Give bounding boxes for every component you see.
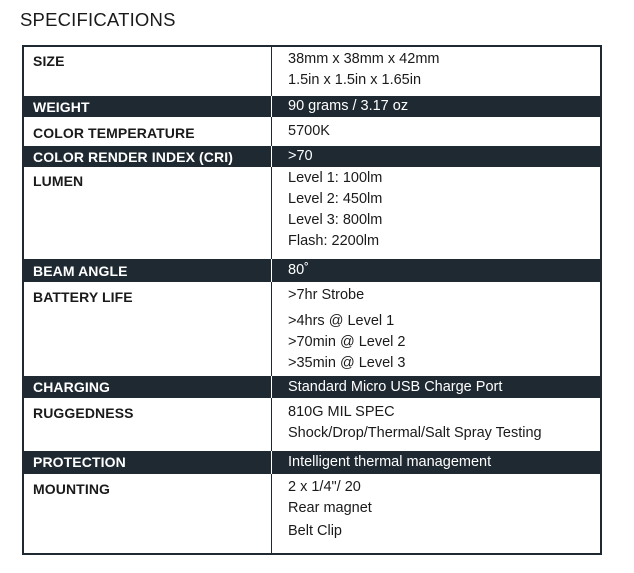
spec-row-ruggedness — [24, 398, 600, 451]
spec-values — [288, 285, 406, 374]
spec-value: 810G MIL SPEC — [288, 404, 395, 420]
spec-row-protection — [24, 451, 600, 474]
spec-row-weight — [24, 96, 600, 117]
column-divider — [271, 146, 272, 167]
spec-value: Flash: 2200lm — [288, 233, 380, 249]
spec-value: Level 3: 800lm — [288, 212, 383, 228]
spec-value: Standard Micro USB Charge Port — [288, 379, 503, 395]
page-title: SPECIFICATIONS — [20, 9, 176, 30]
spec-values — [288, 377, 502, 398]
spec-label: BEAM ANGLE — [33, 263, 128, 279]
column-divider — [271, 167, 272, 259]
spec-values — [288, 146, 313, 167]
spec-value: 5700K — [288, 123, 330, 139]
spec-value: Shock/Drop/Thermal/Salt Spray Testing — [288, 425, 542, 441]
spec-value: 2 x 1/4"/ 20 — [288, 479, 361, 495]
spec-row-cri — [24, 146, 600, 167]
spec-values — [288, 477, 372, 542]
spec-row-battery-life — [24, 282, 600, 376]
column-divider — [271, 96, 272, 117]
spec-values — [288, 402, 542, 444]
column-divider — [271, 451, 272, 474]
spec-value: Intelligent thermal management — [288, 454, 492, 470]
column-divider — [271, 259, 272, 282]
spec-row-beam-angle — [24, 259, 600, 282]
spec-value: 80˚ — [288, 262, 309, 278]
spec-label: WEIGHT — [33, 99, 90, 115]
spec-values — [288, 49, 439, 91]
column-divider — [271, 47, 272, 96]
spec-value: Level 1: 100lm — [288, 170, 383, 186]
spec-label: PROTECTION — [33, 454, 126, 470]
spec-row-color-temperature — [24, 117, 600, 146]
specifications-table — [22, 45, 602, 555]
spec-row-charging — [24, 376, 600, 398]
spec-label: RUGGEDNESS — [33, 405, 134, 421]
spec-values — [288, 96, 408, 117]
spec-value: >7hr Strobe — [288, 287, 365, 303]
spec-value: Rear magnet — [288, 500, 372, 516]
spec-label: BATTERY LIFE — [33, 289, 133, 305]
spec-value: >35min @ Level 3 — [288, 355, 406, 371]
column-divider — [271, 282, 272, 376]
spec-value: Level 2: 450lm — [288, 191, 383, 207]
spec-value: 38mm x 38mm x 42mm — [288, 51, 440, 67]
column-divider — [271, 398, 272, 451]
spec-value: 1.5in x 1.5in x 1.65in — [288, 72, 422, 88]
column-divider — [271, 474, 272, 553]
spec-label: COLOR RENDER INDEX (CRI) — [33, 149, 233, 165]
spec-label: SIZE — [33, 53, 65, 69]
column-divider — [271, 376, 272, 398]
spec-label: MOUNTING — [33, 481, 111, 497]
spec-values — [288, 168, 382, 252]
spec-values — [288, 121, 330, 142]
spec-label: CHARGING — [33, 379, 111, 395]
spec-value: 90 grams / 3.17 oz — [288, 98, 409, 114]
spec-label: COLOR TEMPERATURE — [33, 125, 195, 141]
spec-value: >70 — [288, 148, 313, 164]
spec-value: >4hrs @ Level 1 — [288, 313, 395, 329]
spec-value: >70min @ Level 2 — [288, 334, 406, 350]
spec-label: LUMEN — [33, 173, 84, 189]
spec-values — [288, 260, 309, 281]
spec-row-mounting — [24, 474, 600, 553]
spec-row-lumen — [24, 167, 600, 259]
column-divider — [271, 117, 272, 146]
spec-values — [288, 452, 491, 473]
spec-value: Belt Clip — [288, 523, 342, 539]
spec-row-size — [24, 47, 600, 96]
